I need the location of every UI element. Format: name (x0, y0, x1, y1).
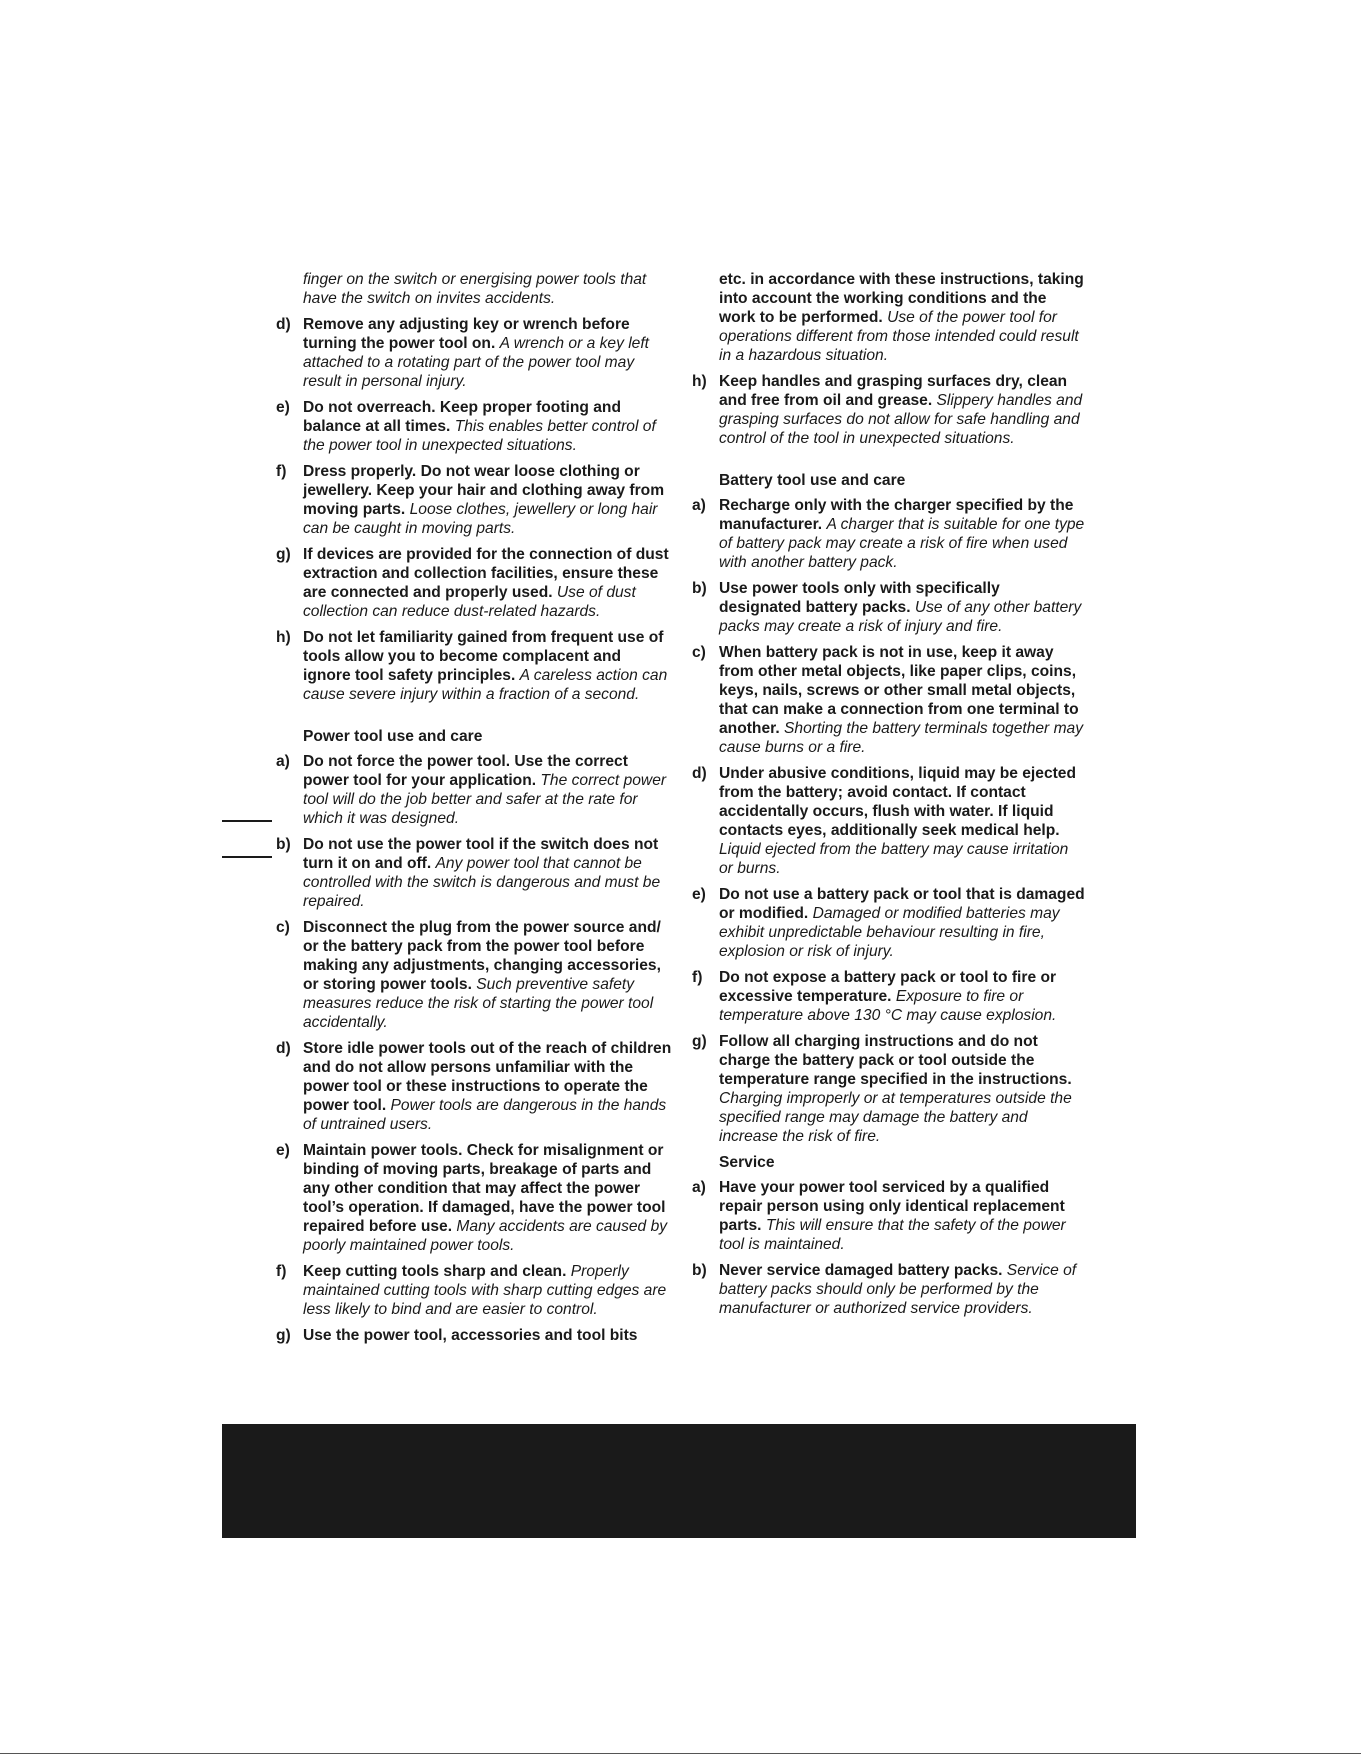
list-item (692, 643, 1086, 757)
margin-rule (222, 820, 272, 822)
item-label: a) (692, 1179, 706, 1196)
item-instruction: If devices are provided for the connection of dust extraction and collection facilities, ensure these are connected and properly used. (303, 546, 669, 601)
footer-band (222, 1424, 1136, 1538)
item-label: g) (276, 1327, 291, 1344)
item-instruction: Never service damaged battery packs. (719, 1262, 1003, 1279)
item-instruction: Do not force the power tool. Use the correct power tool for your application. (303, 753, 628, 789)
item-explanation: Any power tool that cannot be controlled with the switch is dangerous and must be repaired. (303, 855, 661, 910)
item-explanation: A charger that is suitable for one type of battery pack may create a risk of fire when used with another battery pack. (719, 516, 1085, 571)
item-instruction: Have your power tool serviced by a qualified repair person using only identical replacement parts. (719, 1179, 1065, 1234)
item-instruction: Use power tools only with specifically designated battery packs. (719, 580, 1000, 616)
item-explanation: Service of battery packs should only be performed by the manufacturer or authorized service providers. (719, 1262, 1077, 1317)
item-explanation: Shorting the battery terminals together may cause burns or a fire. (719, 720, 1084, 756)
item-explanation: A wrench or a key left attached to a rotating part of the power tool may result in personal injury. (303, 335, 649, 390)
item-label: f) (692, 969, 703, 986)
continued-italic: Use of the power tool for operations different from those intended could result in a hazardous situation. (719, 309, 1079, 364)
list-item (276, 398, 672, 455)
battery-list (692, 496, 1086, 1146)
item-explanation: Charging improperly or at temperatures outside the specified range may damage the battery and increase the risk of fire. (719, 1090, 1072, 1145)
right-column (692, 270, 1086, 1325)
item-label: c) (692, 644, 706, 661)
item-instruction: Do not let familiarity gained from frequent use of tools allow you to become complacent and ignore tool safety principles. (303, 629, 664, 684)
item-instruction: Do not use a battery pack or tool that is damaged or modified. (719, 886, 1085, 922)
item-instruction: Dress properly. Do not wear loose clothing or jewellery. Keep your hair and clothing away from moving parts. (303, 463, 665, 518)
item-label: c) (276, 919, 290, 936)
item-label: b) (692, 580, 707, 597)
item-explanation: The correct power tool will do the job better and safer at the rate for which it was designed. (303, 772, 667, 827)
item-explanation: A careless action can cause severe injury within a fraction of a second. (303, 667, 668, 703)
item-label: a) (276, 753, 290, 770)
power-tool-list (276, 752, 672, 1345)
item-label: e) (276, 399, 290, 416)
list-item (276, 628, 672, 704)
list-item (276, 545, 672, 621)
continued-italic: finger on the switch or energising power tools that have the switch on invites accidents. (303, 271, 647, 307)
item-instruction: Under abusive conditions, liquid may be ejected from the battery; avoid contact. If contact accidentally occurs, flush with water. If liquid contacts eyes, additionally seek medical help. (719, 765, 1077, 839)
item-instruction: Use the power tool, accessories and tool bits (303, 1327, 638, 1344)
item-explanation: Properly maintained cutting tools with sharp cutting edges are less likely to bind and are easier to control. (303, 1263, 667, 1318)
continued-text (276, 270, 672, 308)
item-label: h) (276, 629, 291, 646)
item-instruction: Do not overreach. Keep proper footing and balance at all times. (303, 399, 621, 435)
page-edge-line (0, 1753, 1361, 1754)
item-label: d) (692, 765, 707, 782)
item-label: e) (276, 1142, 290, 1159)
item-explanation: Many accidents are caused by poorly maintained power tools. (303, 1218, 668, 1254)
item-explanation: Damaged or modified batteries may exhibit unpredictable behaviour resulting in fire, explosion or risk of injury. (719, 905, 1060, 960)
item-label: g) (276, 546, 291, 563)
item-instruction: Keep cutting tools sharp and clean. (303, 1263, 567, 1280)
item-label: d) (276, 1040, 291, 1057)
item-label: b) (692, 1262, 707, 1279)
list-item (692, 1261, 1086, 1318)
item-explanation: This will ensure that the safety of the power tool is maintained. (719, 1217, 1066, 1253)
general-safety-list (276, 315, 672, 704)
item-label: b) (276, 836, 291, 853)
list-item (276, 315, 672, 391)
list-item (692, 496, 1086, 572)
item-explanation: Power tools are dangerous in the hands of untrained users. (303, 1097, 667, 1133)
item-instruction: Do not use the power tool if the switch does not turn it on and off. (303, 836, 659, 872)
item-label: f) (276, 1263, 287, 1280)
list-item (276, 1141, 672, 1255)
list-item (276, 1326, 672, 1345)
item-instruction: Follow all charging instructions and do not charge the battery pack or tool outside the temperature range specified in the instructions. (719, 1033, 1072, 1088)
left-column (276, 270, 672, 1352)
item-label: f) (276, 463, 287, 480)
continued-bold: etc. in accordance with these instructions, taking into account the working conditions and the work to be performed. (719, 271, 1084, 326)
list-item (692, 968, 1086, 1025)
item-explanation: Exposure to fire or temperature above 130 °C may cause explosion. (719, 988, 1057, 1024)
item-h-list (692, 372, 1086, 448)
item-instruction: Remove any adjusting key or wrench before turning the power tool on. (303, 316, 630, 352)
item-label: a) (692, 497, 706, 514)
item-explanation: Liquid ejected from the battery may cause irritation or burns. (719, 841, 1069, 877)
item-instruction: When battery pack is not in use, keep it away from other metal objects, like paper clips, coins, keys, nails, screws or other small metal objects, that can make a connection from one terminal to another. (719, 644, 1079, 737)
item-instruction: Disconnect the plug from the power source and/ or the battery pack from the power tool before making any adjustments, changing accessories, or storing power tools. (303, 919, 661, 993)
list-item (276, 752, 672, 828)
item-instruction: Do not expose a battery pack or tool to fire or excessive temperature. (719, 969, 1057, 1005)
item-explanation: Use of dust collection can reduce dust-related hazards. (303, 584, 636, 620)
service-list (692, 1178, 1086, 1318)
list-item (276, 918, 672, 1032)
item-label: e) (692, 886, 706, 903)
list-item (692, 1178, 1086, 1254)
item-instruction: Recharge only with the charger specified by the manufacturer. (719, 497, 1074, 533)
continued-text (692, 270, 1086, 365)
list-item (692, 579, 1086, 636)
list-item (692, 372, 1086, 448)
list-item (692, 764, 1086, 878)
item-explanation: Such preventive safety measures reduce the risk of starting the power tool accidentally. (303, 976, 654, 1031)
margin-rule (222, 856, 272, 858)
list-item (692, 1032, 1086, 1146)
list-item (276, 1262, 672, 1319)
section-heading-battery: Battery tool use and care (719, 472, 906, 489)
item-explanation: This enables better control of the power tool in unexpected situations. (303, 418, 656, 454)
list-item (276, 835, 672, 911)
item-explanation: Slippery handles and grasping surfaces do not allow for safe handling and control of the tool in unexpected situations. (719, 392, 1083, 447)
list-item (692, 885, 1086, 961)
item-label: h) (692, 373, 707, 390)
item-explanation: Use of any other battery packs may create a risk of injury and fire. (719, 599, 1082, 635)
item-label: d) (276, 316, 291, 333)
section-heading-power-tool: Power tool use and care (303, 728, 483, 745)
list-item (276, 462, 672, 538)
item-instruction: Keep handles and grasping surfaces dry, clean and free from oil and grease. (719, 373, 1068, 409)
item-label: g) (692, 1033, 707, 1050)
item-explanation: Loose clothes, jewellery or long hair can be caught in moving parts. (303, 501, 658, 537)
item-instruction: Maintain power tools. Check for misalignment or binding of moving parts, breakage of parts and any other condition that may affect the power tool’s operation. If damaged, have the power tool repaired before use. (303, 1142, 666, 1235)
item-instruction: Store idle power tools out of the reach of children and do not allow persons unfamiliar with the power tool or these instructions to operate the power tool. (303, 1040, 672, 1114)
list-item (276, 1039, 672, 1134)
section-heading-service: Service (719, 1154, 775, 1171)
